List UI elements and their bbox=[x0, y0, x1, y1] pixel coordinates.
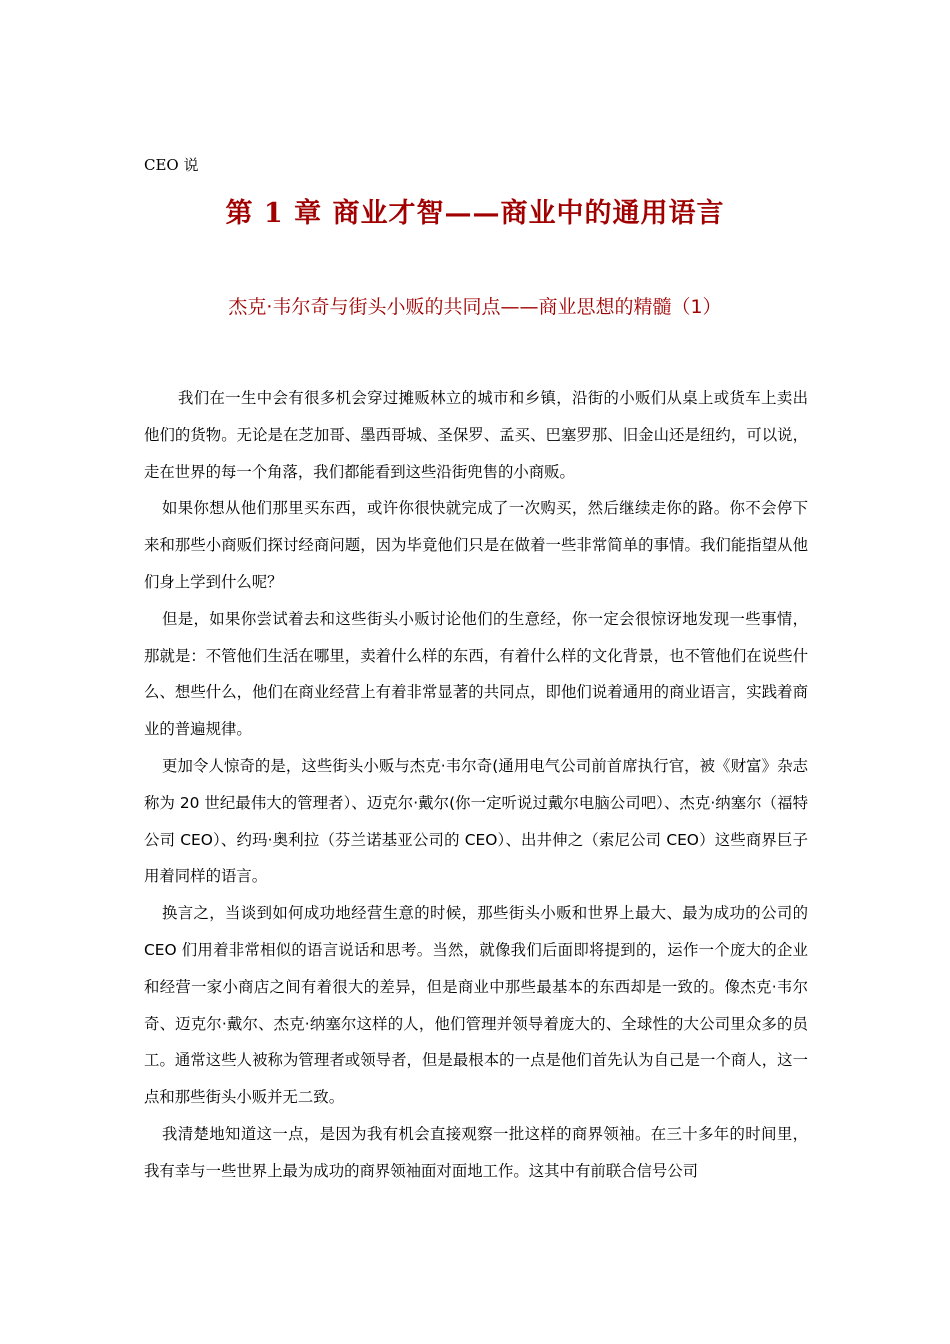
body-text bbox=[144, 380, 808, 1190]
paragraph: 我清楚地知道这一点，是因为我有机会直接观察一批这样的商界领袖。在三十多年的时间里，我有幸与一些世界上最为成功的商界领袖面对面地工作。这其中有前联合信号公司 bbox=[144, 1124, 808, 1180]
paragraph: 换言之，当谈到如何成功地经营生意的时候，那些街头小贩和世界上最大、最为成功的公司的 CEO 们用着非常相似的语言说话和思考。当然，就像我们后面即将提到的，运作一个庞大的企业和经营一家小商店之间有着很大的差异，但是商业中那些最基本的东西却是一致的。像杰克·韦尔奇、迈克尔·戴尔、杰克·纳塞尔这样的人，他们管理并领导着庞大的、全球性的大公司里众多的员工。通常这些人被称为管理者或领导者，但是最根本的一点是他们首先认为自己是一个商人，这一点和那些街头小贩并无二致。 bbox=[144, 904, 808, 1107]
paragraph: 我们在一生中会有很多机会穿过摊贩林立的城市和乡镇，沿街的小贩们从桌上或货车上卖出他们的货物。无论是在芝加哥、墨西哥城、圣保罗、孟买、巴塞罗那、旧金山还是纽约，可以说，走在世界的每一个角落，我们都能看到这些沿街兜售的小商贩。 bbox=[144, 389, 808, 481]
chapter-title: 第 1 章 商业才智——商业中的通用语言 bbox=[225, 198, 725, 229]
section-title: 杰克·韦尔奇与街头小贩的共同点——商业思想的精髓（1） bbox=[228, 296, 722, 318]
header-label: CEO 说 bbox=[144, 156, 199, 174]
paragraph: 但是，如果你尝试着去和这些街头小贩讨论他们的生意经，你一定会很惊讶地发现一些事情，那就是：不管他们生活在哪里，卖着什么样的东西，有着什么样的文化背景，也不管他们在说些什么、想些什么，他们在商业经营上有着非常显著的共同点，即他们说着通用的商业语言，实践着商业的普遍规律。 bbox=[144, 609, 808, 739]
paragraph: 更加令人惊奇的是，这些街头小贩与杰克·韦尔奇(通用电气公司前首席执行官，被《财富》杂志称为 20 世纪最伟大的管理者）、迈克尔·戴尔(你一定听说过戴尔电脑公司吧）、杰克·纳塞尔（福特公司 CEO）、约玛·奥利拉（芬兰诺基亚公司的 CEO）、出井伸之（索尼公司 CEO）这些商界巨子用着同样的语言。 bbox=[144, 756, 808, 886]
paragraph: 如果你想从他们那里买东西，或许你很快就完成了一次购买，然后继续走你的路。你不会停下来和那些小商贩们探讨经商问题，因为毕竟他们只是在做着一些非常简单的事情。我们能指望从他们身上学到什么呢？ bbox=[144, 499, 808, 591]
